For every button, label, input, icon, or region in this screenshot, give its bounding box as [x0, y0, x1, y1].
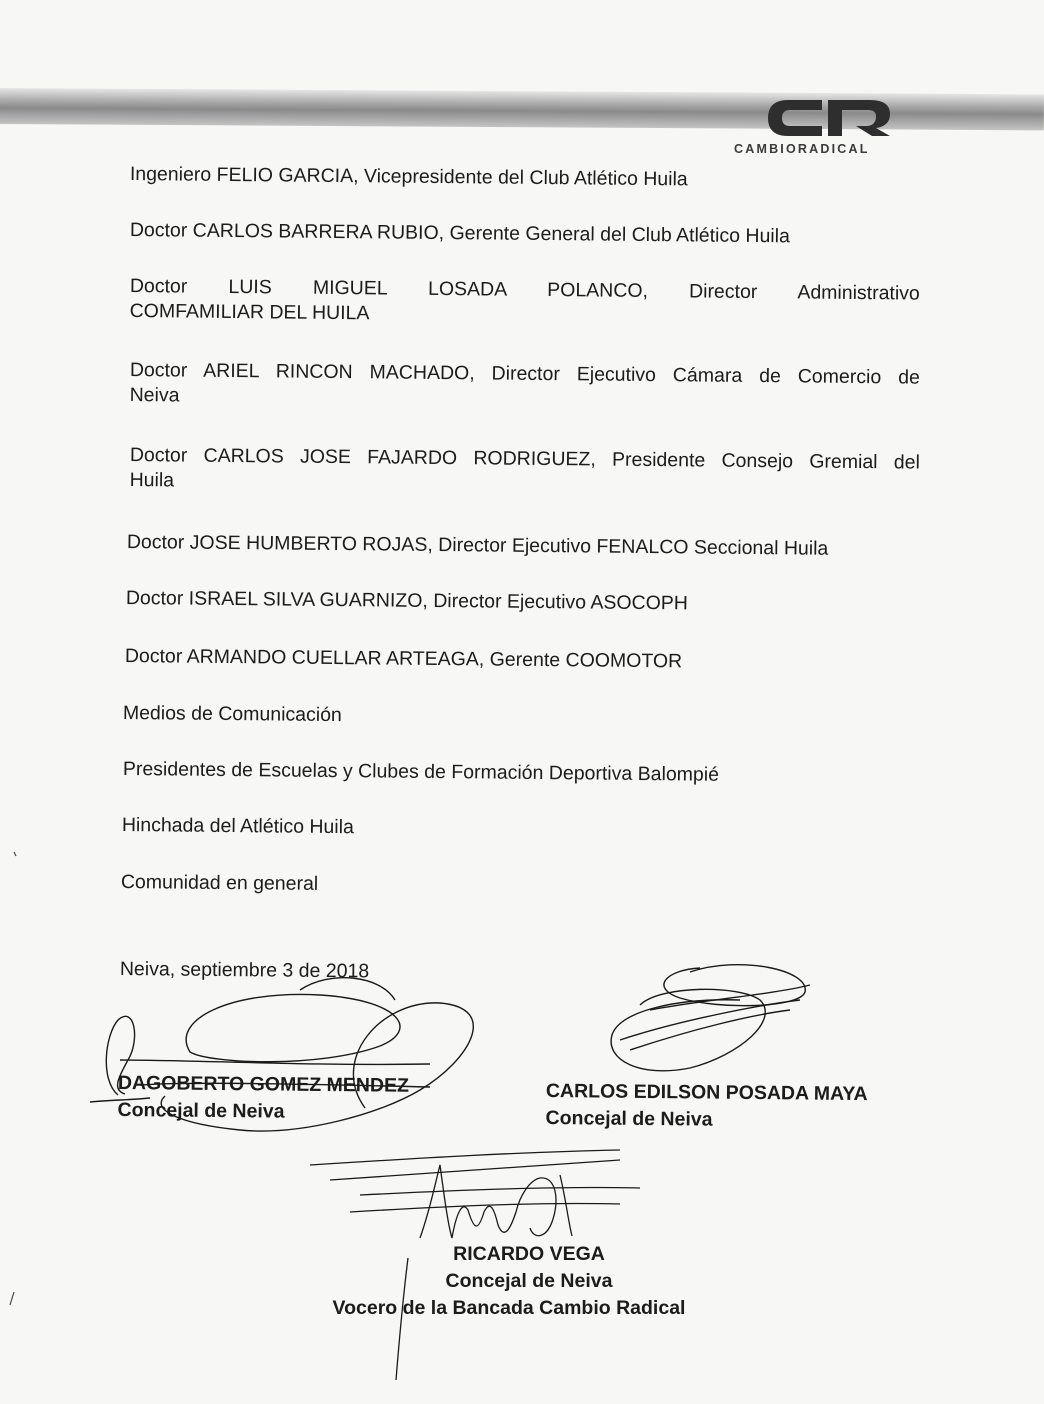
- signatory-title: Concejal de Neiva: [445, 1270, 613, 1292]
- recipient-line: Hinchada del Atlético Huila: [121, 813, 354, 839]
- cr-logo-icon: [730, 92, 930, 146]
- recipient-line: Doctor ARIEL RINCON MACHADO, Director Ejecutivo Cámara de Comercio de: [129, 358, 920, 389]
- recipient-block: [130, 358, 920, 416]
- signature-block: [545, 1078, 867, 1135]
- recipient-block: [130, 443, 920, 501]
- signature-2-ink: [611, 965, 810, 1071]
- signature-block: [117, 1070, 409, 1127]
- signatory-title: Concejal de Neiva: [545, 1106, 713, 1131]
- recipient-line: Presidentes de Escuelas y Clubes de Formación Deportiva Balompié: [122, 757, 720, 786]
- recipient-line-continued: COMFAMILIAR DEL HUILA: [129, 299, 370, 325]
- recipient-line: Medios de Comunicación: [122, 701, 342, 727]
- recipient-block: [130, 274, 920, 332]
- place-date: Neiva, septiembre 3 de 2018: [119, 958, 370, 983]
- recipient-line: Ingeniero FELIO GARCIA, Vicepresidente del Club Atlético Huila: [129, 162, 688, 191]
- recipient-line: Comunidad en general: [120, 870, 319, 895]
- recipient-line: Doctor ISRAEL SILVA GUARNIZO, Director Ejecutivo ASOCOPH: [125, 586, 689, 615]
- scan-marks: [10, 852, 16, 1305]
- signatory-name: CARLOS EDILSON POSADA MAYA: [545, 1079, 868, 1106]
- signature-block: [0, 1241, 1044, 1322]
- signatory-name: RICARDO VEGA: [453, 1243, 605, 1265]
- recipient-line-continued: Huila: [129, 468, 175, 492]
- recipient-line: Doctor ARMANDO CUELLAR ARTEAGA, Gerente COOMOTOR: [124, 644, 683, 673]
- logo-wordmark: CAMBIORADICAL: [734, 142, 870, 156]
- signatory-role: Vocero de la Bancada Cambio Radical: [332, 1297, 686, 1319]
- recipient-line: Doctor JOSE HUMBERTO ROJAS, Director Ejecutivo FENALCO Seccional Huila: [126, 530, 829, 560]
- signatory-title: Concejal de Neiva: [117, 1098, 285, 1123]
- recipient-line: Doctor CARLOS BARRERA RUBIO, Gerente General del Club Atlético Huila: [129, 218, 790, 248]
- recipient-line-continued: Neiva: [129, 383, 180, 407]
- cambio-radical-logo: [730, 92, 930, 162]
- recipient-line: Doctor CARLOS JOSE FAJARDO RODRIGUEZ, Presidente Consejo Gremial del: [129, 443, 920, 474]
- recipient-line: Doctor LUIS MIGUEL LOSADA POLANCO, Director Administrativo: [129, 274, 920, 305]
- signatory-name: DAGOBERTO GOMEZ MENDEZ: [117, 1071, 410, 1097]
